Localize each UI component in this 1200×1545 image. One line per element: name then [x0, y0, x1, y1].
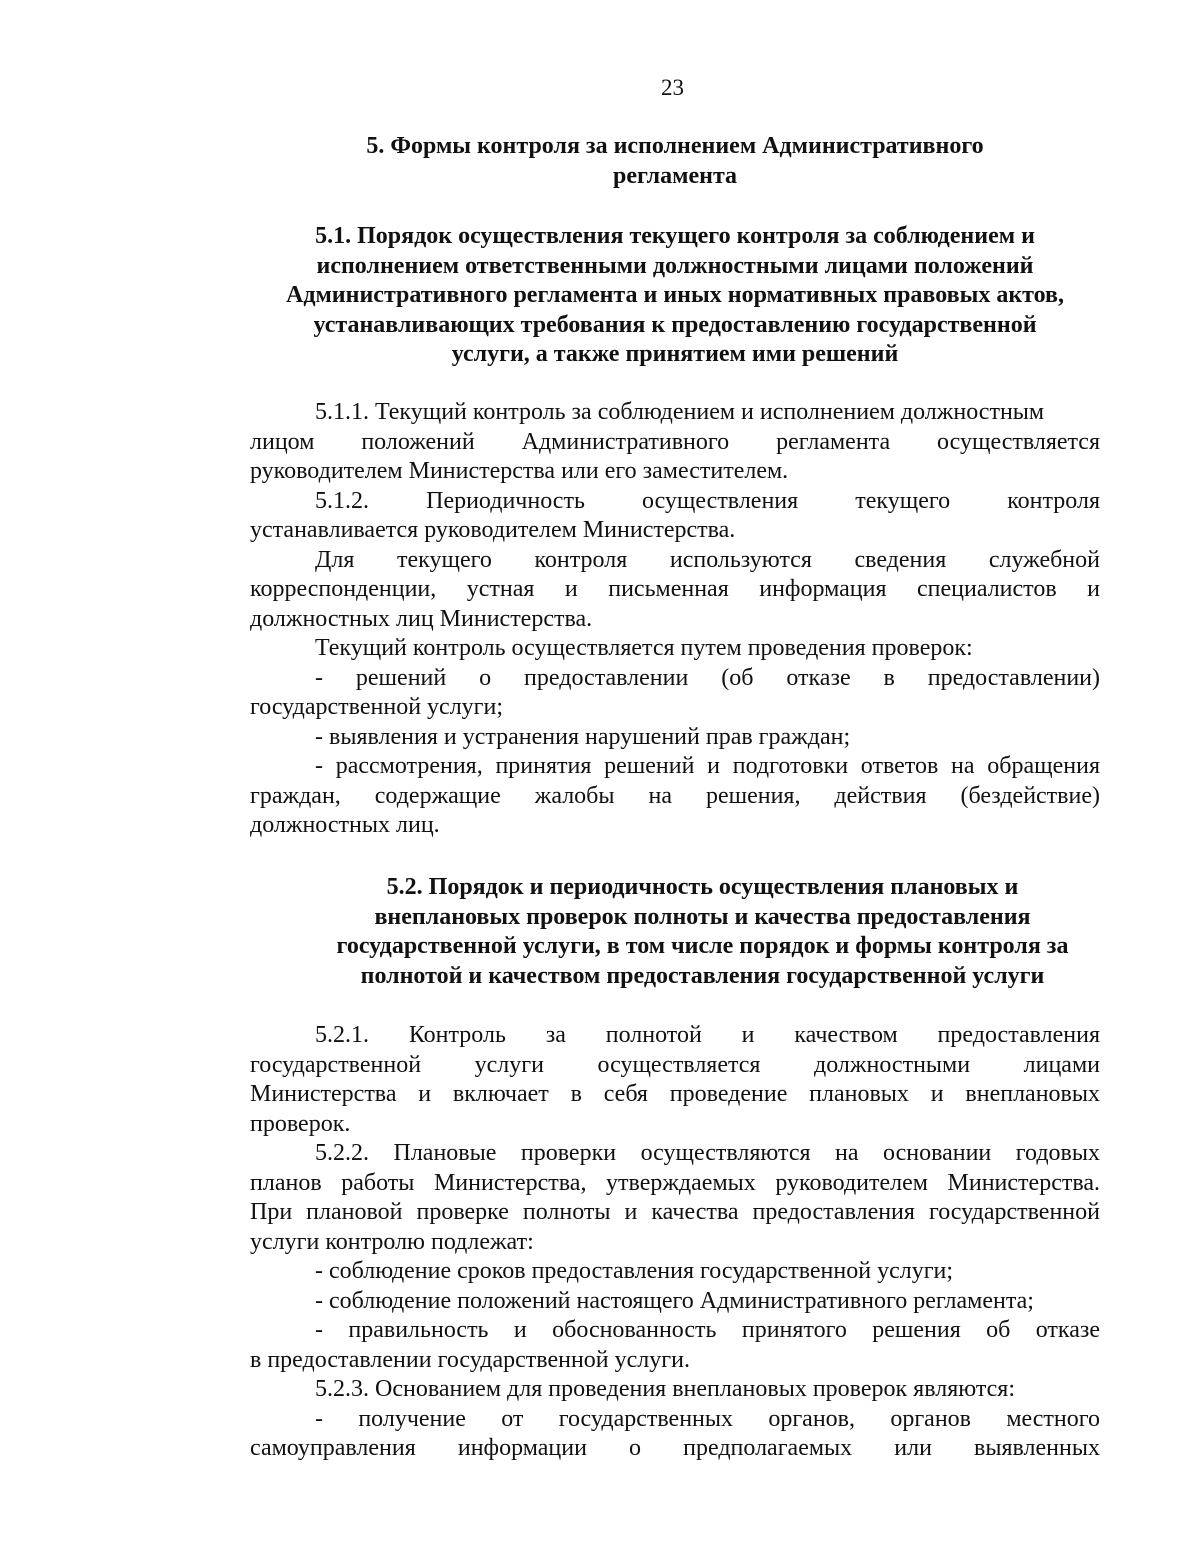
text-line: - соблюдение положений настоящего Административного регламента;	[315, 1287, 1034, 1314]
heading-line: регламента	[612, 162, 738, 189]
section-5-heading	[250, 132, 1100, 191]
section-5-1-heading	[250, 222, 1100, 370]
text-line: 5.1.1. Текущий контроль за соблюдением и исполнением должностным	[315, 399, 1045, 425]
text-line: проверок.	[250, 1110, 351, 1137]
heading-line: полнотой и качеством предоставления государственной услуги	[360, 962, 1045, 989]
section-5-1-body	[250, 398, 1100, 841]
section-5-2-heading	[270, 873, 1135, 991]
text-line: - рассмотрения, принятия решений и подготовки ответов на обращения	[315, 753, 1100, 779]
text-line: - выявления и устранения нарушений прав граждан;	[315, 723, 851, 750]
text-line: государственной услуги осуществляется должностными лицами	[250, 1051, 1100, 1078]
heading-line: Административного регламента и иных нормативных правовых актов,	[285, 282, 1064, 308]
text-line: При плановой проверке полноты и качества предоставления государственной	[250, 1199, 1100, 1225]
text-line: должностных лиц Министерства.	[250, 605, 593, 632]
text-line: корреспонденции, устная и письменная информация специалистов и	[250, 576, 1100, 602]
text-line: 5.2.1. Контроль за полнотой и качеством предоставления	[315, 1022, 1100, 1048]
heading-line: услуги, а также принятием ими решений	[451, 341, 899, 367]
heading-line: 5. Формы контроля за исполнением Административного	[366, 133, 984, 159]
text-line: 5.2.3. Основанием для проведения внеплановых проверок являются:	[315, 1376, 1015, 1402]
section-5-2-body	[250, 1021, 1100, 1464]
text-line: граждан, содержащие жалобы на решения, действия (бездействие)	[250, 782, 1100, 809]
text-line: 5.2.2. Плановые проверки осуществляются на основании годовых	[315, 1140, 1100, 1166]
text-line: - решений о предоставлении (об отказе в предоставлении)	[315, 664, 1100, 691]
text-line: - получение от государственных органов, органов местного	[315, 1405, 1100, 1432]
text-line: Текущий контроль осуществляется путем проведения проверок:	[315, 635, 973, 661]
heading-line: устанавливающих требования к предоставлению государственной	[313, 311, 1037, 338]
text-line: лицом положений Административного регламента осуществляется	[250, 428, 1100, 455]
heading-line: 5.2. Порядок и периодичность осуществления плановых и	[386, 874, 1019, 900]
heading-line: государственной услуги, в том числе порядок и формы контроля за	[336, 933, 1069, 959]
heading-line: исполнением ответственными должностными лицами положений	[316, 252, 1034, 279]
text-line: услуги контролю подлежат:	[250, 1228, 534, 1255]
text-line: самоуправления информации о предполагаемых или выявленных	[250, 1435, 1100, 1461]
text-line: - правильность и обоснованность принятого решения об отказе	[315, 1317, 1100, 1343]
heading-line: 5.1. Порядок осуществления текущего контроля за соблюдением и	[315, 223, 1035, 249]
text-line: планов работы Министерства, утверждаемых руководителем Министерства.	[250, 1169, 1100, 1196]
text-line: 5.1.2. Периодичность осуществления текущего контроля	[315, 487, 1100, 514]
text-line: государственной услуги;	[250, 694, 504, 720]
page-number: 23	[661, 75, 684, 100]
heading-line: внеплановых проверок полноты и качества предоставления	[374, 903, 1031, 930]
text-line: - соблюдение сроков предоставления государственной услуги;	[315, 1258, 954, 1284]
text-line: Для текущего контроля используются сведения служебной	[315, 546, 1100, 573]
text-line: в предоставлении государственной услуги.	[250, 1346, 690, 1373]
text-line: должностных лиц.	[250, 812, 440, 838]
text-line: устанавливается руководителем Министерства.	[250, 517, 736, 543]
text-line: руководителем Министерства или его заместителем.	[250, 458, 789, 484]
text-line: Министерства и включает в себя проведение плановых и внеплановых	[250, 1081, 1100, 1107]
